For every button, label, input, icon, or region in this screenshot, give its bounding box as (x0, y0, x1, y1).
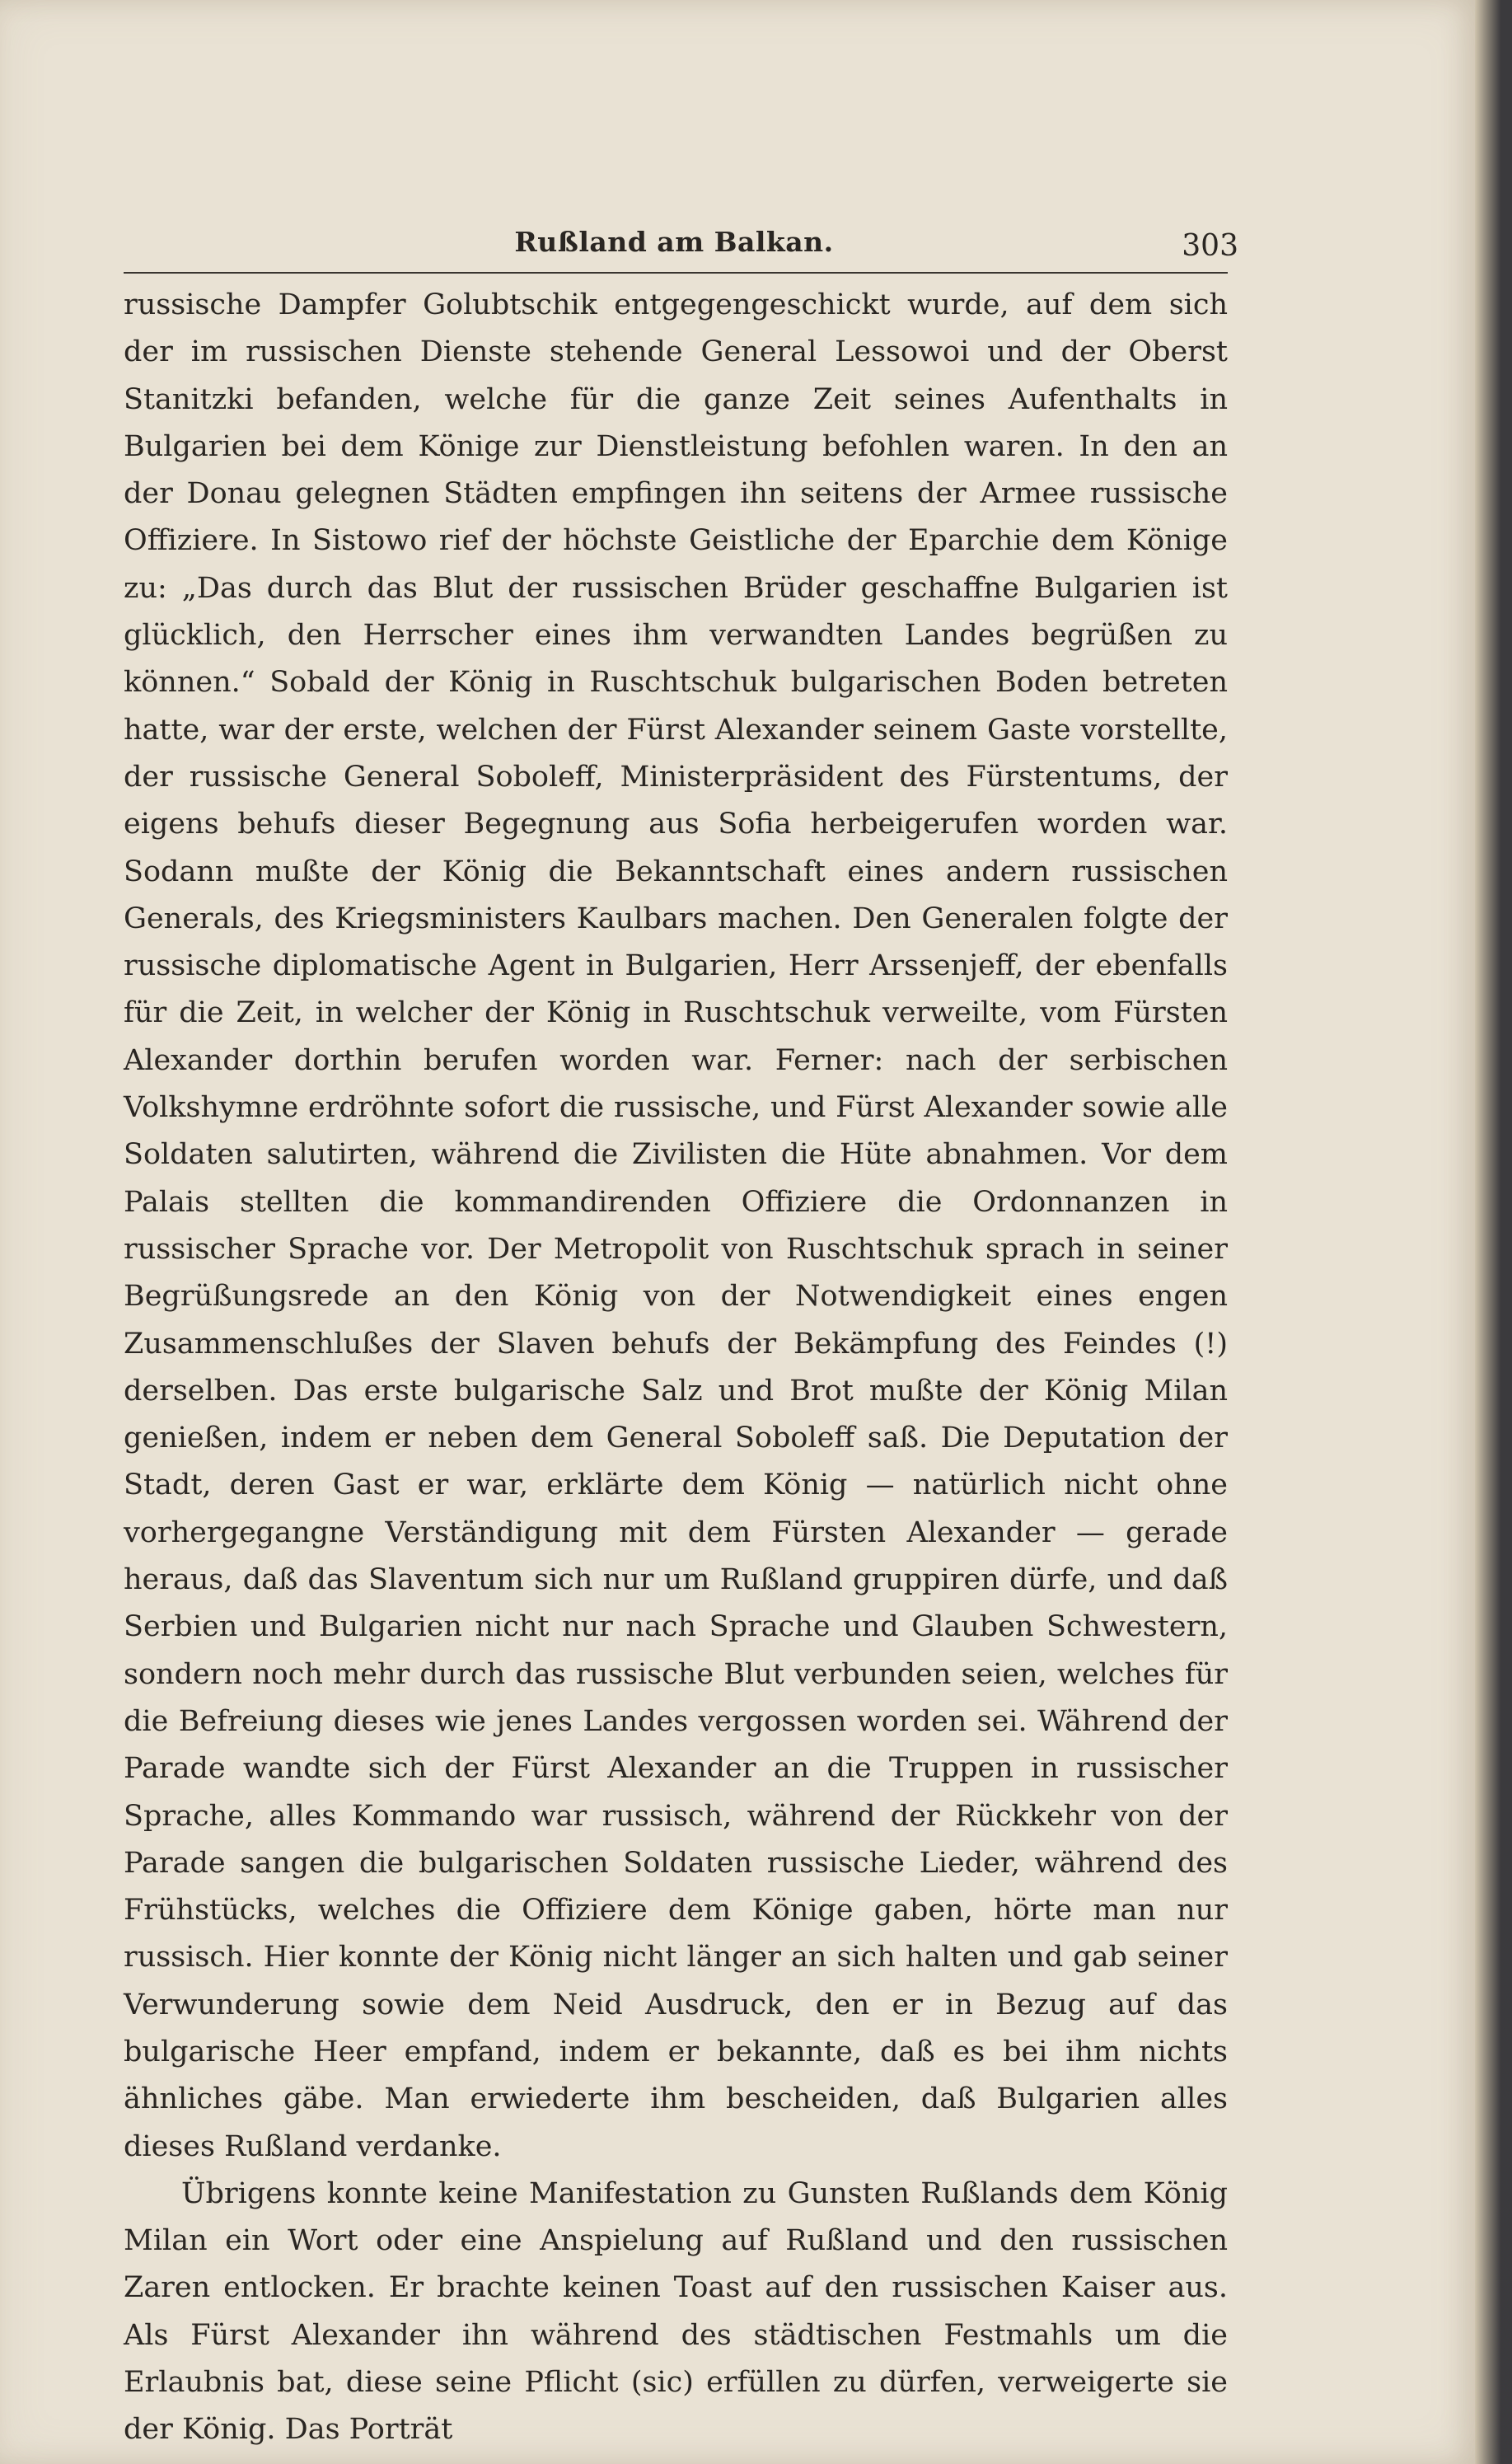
page-edge (1475, 0, 1512, 2464)
running-title: Rußland am Balkan. (514, 226, 834, 258)
header-rule (124, 272, 1228, 274)
page-header (126, 221, 1238, 274)
paragraph-2: Übrigens konnte keine Manifestation zu Gunsten Rußlands dem König Milan ein Wort oder eine Anspielung auf Rußland und den russischen Zaren entlocken. Er brachte keinen Toast auf den russischen Kaiser aus. Als Fürst Alexander ihn während des städtischen Festmahls um die Erlaubnis bat, diese seine Pflicht (sic) erfüllen zu dürfen, verweigerte sie der König. Das Porträt (124, 2176, 1228, 2447)
paragraph-1: russische Dampfer Golubtschik entgegengeschickt wurde, auf dem sich der im russischen Dienste stehende General Lessowoi und der Oberst Stanitzki befanden, welche für die ganze Zeit seines Aufenthalts in Bulgarien bei dem Könige zur Dienstleistung befohlen waren. In den an der Donau gelegnen Städten empfingen ihn seitens der Armee russische Offiziere. In Sistowo rief der höchste Geistliche der Eparchie dem Könige zu: „Das durch das Blut der russischen Brüder geschaffne Bulgarien ist glücklich, den Herrscher eines ihm verwandten Landes begrüßen zu können.“ Sobald der König in Ruschtschuk bulgarischen Boden betreten hatte, war der erste, welchen der Fürst Alexander seinem Gaste vorstellte, der russische General Soboleff, Ministerpräsident des Fürstentums, der eigens behufs dieser Begegnung aus Sofia herbeigerufen worden war. Sodann mußte der König die Bekanntschaft eines andern russischen Generals, des Kriegsministers Kaulbars machen. Den Generalen folgte der russische diplomatische Agent in Bulgarien, Herr Arssenjeff, der ebenfalls für die Zeit, in welcher der König in Ruschtschuk verweilte, vom Fürsten Alexander dorthin berufen worden war. Ferner: nach der serbischen Volkshymne erdröhnte sofort die russische, und Fürst Alexander sowie alle Soldaten salutirten, während die Zivilisten die Hüte abnahmen. Vor dem Palais stellten die kommandirenden Offiziere die Ordonnanzen in russischer Sprache vor. Der Metropolit von Ruschtschuk sprach in seiner Begrüßungsrede an den König von der Notwendigkeit eines engen Zusammenschlußes der Slaven behufs der Bekämpfung des Feindes (!) derselben. Das erste bulgarische Salz und Brot mußte der König Milan genießen, indem er neben dem General Soboleff saß. Die Deputation der Stadt, deren Gast er war, erklärte dem König — natürlich nicht ohne vorhergegangne Verständigung mit dem Fürsten Alexander — gerade heraus, daß das Slaventum sich nur um Rußland gruppiren dürfe, und daß Serbien und Bulgarien nicht nur nach Sprache und Glauben Schwestern, sondern noch mehr durch das russische Blut verbunden seien, welches für die Befreiung dieses wie jenes Landes vergossen worden sei. Während der Parade wandte sich der Fürst Alexander an die Truppen in russischer Sprache, alles Kommando war russisch, während der Rückkehr von der Parade sangen die bulgarischen Soldaten russische Lieder, während des Frühstücks, welches die Offiziere dem Könige gaben, hörte man nur russisch. Hier konnte der König nicht länger an sich halten und gab seiner Verwunderung sowie dem Neid Ausdruck, den er in Bezug auf das bulgarische Heer empfand, indem er bekannte, daß es bei ihm nichts ähnliches gäbe. Man erwiederte ihm bescheiden, daß Bulgarien alles dieses Rußland verdanke. (124, 288, 1228, 2163)
page-body (124, 282, 1228, 2454)
page-number: 303 (1182, 229, 1238, 263)
